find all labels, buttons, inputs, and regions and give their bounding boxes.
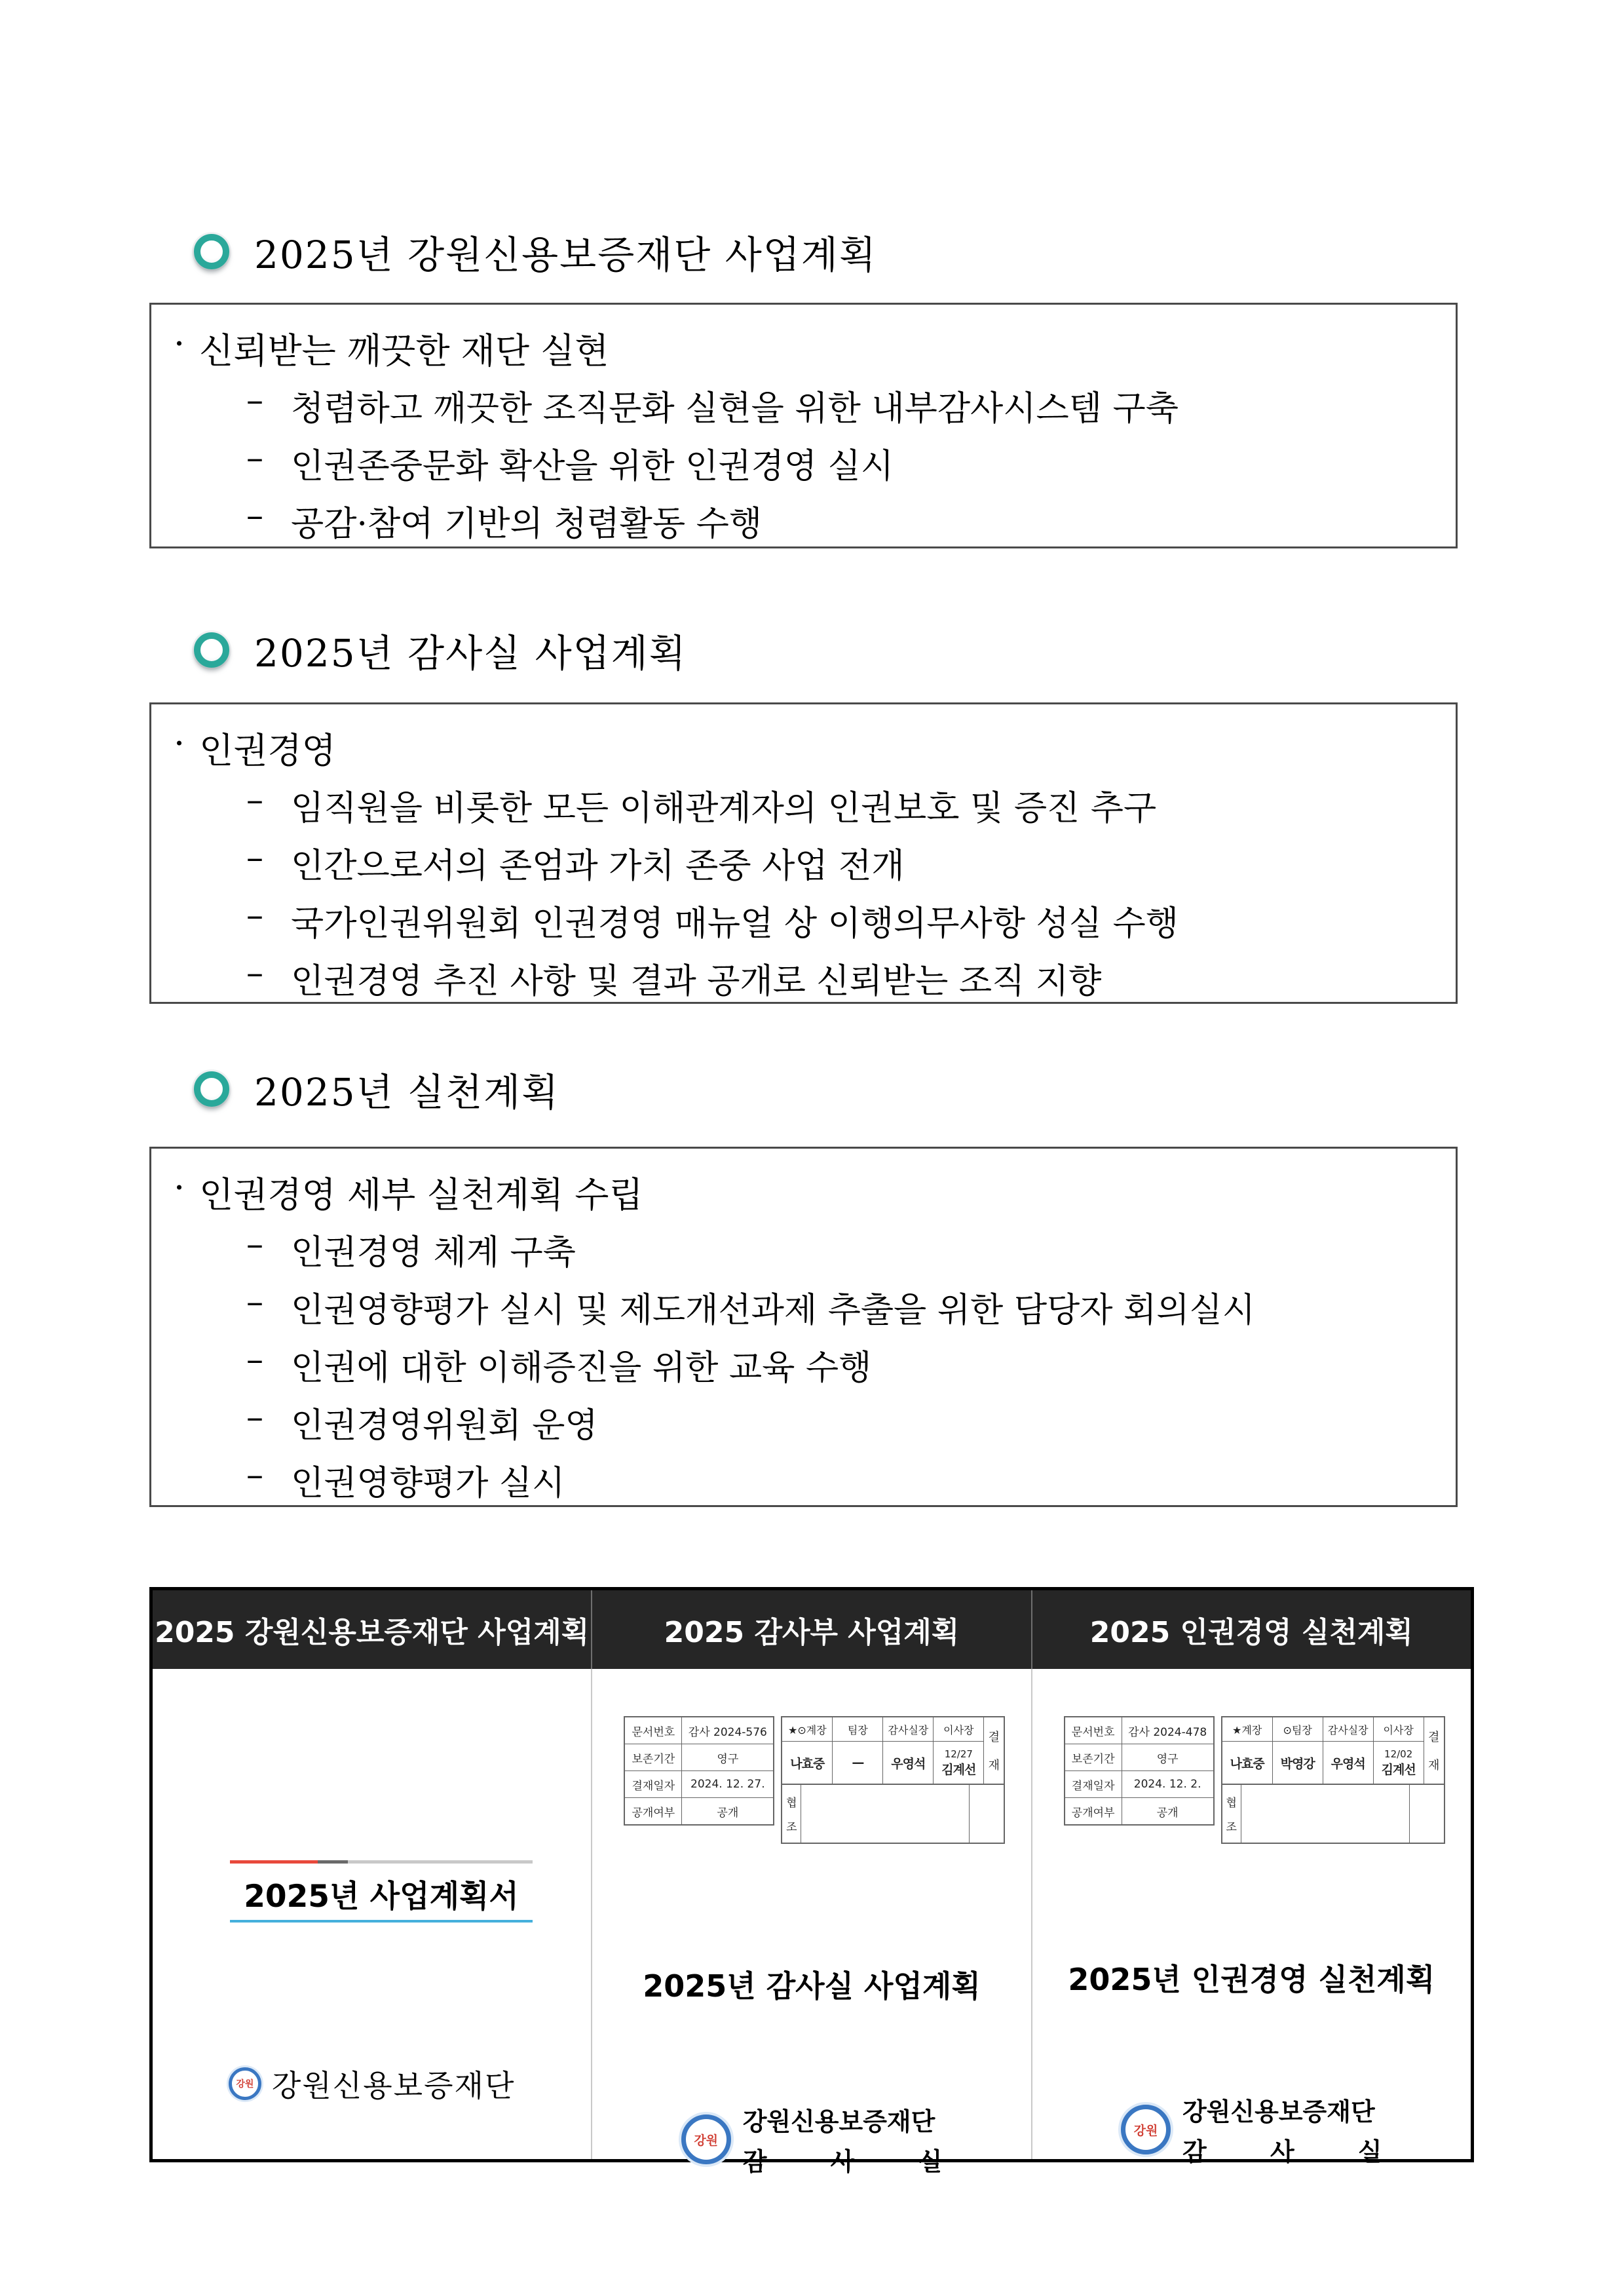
approval-label: 결 재 [1427,1731,1440,1772]
table-row [625,1717,773,1744]
bullet-text: 인권경영 추진 사항 및 결과 공개로 신뢰받는 조직 지향 [291,962,1102,1001]
section-1-heading-text: 2025년 강원신용보증재단 사업계획 [254,233,877,277]
row-value: 감사 2024-576 [688,1725,767,1739]
bullet-text: 청렴하고 깨끗한 조직문화 실현을 위한 내부감사시스템 구축 [291,389,1179,429]
dash-marker: – [246,1398,263,1437]
bullet-row [246,896,1179,945]
cover-title: 2025년 인권경영 실천계획 [1068,1962,1435,1997]
bullet-row [246,1282,1255,1331]
table-row [625,1771,773,1798]
signature: 우영석 [883,1742,934,1784]
signature-with-date [1374,1742,1424,1784]
bullet-text: 인권경영 체계 구축 [291,1233,576,1272]
approval-line-table [781,1716,1005,1844]
bullet-row [246,496,762,545]
section-2-box [149,702,1458,1004]
row-value: 2024. 12. 27. [690,1778,765,1791]
cover-bottom-rule [230,1920,533,1923]
org-name: 강원신용보증재단 [1182,2097,1375,2126]
row-label: 보존기간 [625,1744,682,1770]
gangwon-logo-icon: 강원 [681,2114,731,2164]
rule-light-segment [348,1860,533,1864]
approver-title: 이사장 [1374,1717,1424,1742]
bullet-text: 인간으로서의 존엄과 가치 존중 사업 전개 [291,847,905,886]
cooperation-label: 협 조 [782,1785,801,1843]
cover-top-rule [230,1860,533,1864]
dash-marker: – [246,896,263,935]
cover-title: 2025년 사업계획서 [244,1879,519,1915]
approver-title: 감사실장 [883,1717,934,1742]
cooperation-empty-cell [1241,1785,1410,1843]
org-name-lines [743,2101,943,2177]
row-label: 공개여부 [1065,1798,1122,1824]
row-value: 영구 [1156,1752,1179,1766]
cooperation-right-cell [970,1785,1004,1843]
signature: 나효중 [782,1742,833,1784]
bullet-text: 인권경영위원회 운영 [291,1406,598,1445]
rule-red-segment [230,1860,318,1864]
row-value: 감사 2024-478 [1128,1725,1207,1739]
dash-marker: – [246,496,263,535]
section-1-box [149,303,1458,548]
circle-bullet-icon [194,234,229,269]
row-label: 보존기간 [1065,1744,1122,1770]
dash-marker: – [246,1340,263,1379]
table-row [625,1744,773,1771]
bullet-row [246,953,1101,1003]
cooperation-right-cell [1410,1785,1444,1843]
bullet-row [246,838,905,887]
signature-with-date [934,1742,984,1784]
approval-tables [1064,1716,1445,1844]
dash-marker: – [246,780,263,820]
bullet-row [246,1398,598,1447]
section-3-heading-text: 2025년 실천계획 [254,1070,560,1115]
row-label: 결재일자 [1065,1771,1122,1797]
signature: 우영석 [1323,1742,1374,1784]
dash-marker: – [246,1225,263,1264]
gallery-header-col2: 2025 감사부 사업계획 [592,1590,1032,1669]
circle-bullet-icon [194,632,229,668]
org-dept: 감 사 실 [1182,2137,1382,2166]
bullet-row [246,381,1179,430]
approver-title: ★계장 [1222,1717,1273,1742]
approval-main [1221,1716,1445,1785]
table-row [1065,1798,1213,1824]
approver-title: 팀장 [833,1717,883,1742]
cover-foundation-plan [153,1669,592,2159]
dash-marker: – [246,953,263,993]
gallery-header-bar [153,1590,1471,1669]
org-signature-row [592,2101,1030,2177]
approval-main [781,1716,1005,1785]
org-signature-row [1032,2092,1471,2168]
row-value: 영구 [717,1752,739,1766]
bullet-text: 인권영향평가 실시 [291,1464,565,1503]
section-3-heading [194,1068,560,1115]
document-info-table [1064,1716,1215,1826]
gallery-header-col1: 2025 강원신용보증재단 사업계획 [153,1590,592,1669]
document-thumbnails-panel [149,1587,1474,2176]
bullet-text: 인권에 대한 이해증진을 위한 교육 수행 [291,1349,872,1388]
row-label: 문서번호 [625,1717,682,1744]
table-row [1065,1717,1213,1744]
section-3-box [149,1147,1458,1507]
row-label: 문서번호 [1065,1717,1122,1744]
dot-marker: · [174,723,185,764]
approval-date: 12/27 [944,1748,973,1760]
approval-tables [624,1716,1005,1844]
bullet-text: 국가인권위원회 인권경영 매뉴얼 상 이행의무사항 성실 수행 [291,904,1179,944]
bullet-row [246,438,894,488]
approval-label: 결 재 [988,1731,1000,1772]
org-name-lines [1182,2092,1382,2168]
bullet-row [246,1340,871,1389]
bullet-text: 임직원을 비롯한 모든 이해관계자의 인권보호 및 증진 추구 [291,789,1157,828]
gallery-header-col3: 2025 인권경영 실천계획 [1089,1616,1413,1649]
box-title-text: 인권경영 [199,730,336,771]
box-title-row [174,723,336,773]
section-2-heading [194,629,687,676]
cover-human-rights-plan [1032,1669,1471,2166]
approver-title: 감사실장 [1323,1717,1374,1742]
row-value: 2024. 12. 2. [1133,1778,1201,1791]
table-row [1065,1771,1213,1798]
section-2-heading-text: 2025년 감사실 사업계획 [254,631,687,676]
gangwon-logo-icon: 강원 [229,2067,261,2100]
box-title-text: 인권경영 세부 실천계획 수립 [199,1174,643,1215]
approval-line-table [1221,1716,1445,1844]
cooperation-empty-cell [801,1785,970,1843]
dash-marker: – [246,1455,263,1495]
dash-marker: – [246,1282,263,1322]
bullet-text: 인권영향평가 실시 및 제도개선과제 추출을 위한 담당자 회의실시 [291,1291,1255,1330]
box-title-row [174,1167,643,1217]
circle-bullet-icon [194,1071,229,1107]
gallery-body [153,1669,1471,2176]
row-label: 결재일자 [625,1771,682,1797]
box-title-row [174,323,609,373]
approval-date: 12/02 [1384,1748,1413,1760]
signature: 김계선 [941,1762,976,1777]
dash-marker: – [246,838,263,877]
cover-title: 2025년 감사실 사업계획 [643,1968,981,2004]
cooperation-row [1221,1785,1445,1844]
org-signature-row [153,2062,591,2105]
bullet-text: 인권존중문화 확산을 위한 인권경영 실시 [291,447,894,486]
row-value: 공개 [717,1806,739,1820]
approval-grid [1222,1717,1424,1784]
bullet-row [246,1225,576,1274]
dot-marker: · [174,323,185,364]
approver-title: ⊙팀장 [1273,1717,1323,1742]
cooperation-label: 협 조 [1222,1785,1241,1843]
cooperation-row [781,1785,1005,1844]
gangwon-logo-icon: 강원 [1121,2105,1171,2154]
box-title-text: 신뢰받는 깨끗한 재단 실현 [199,330,609,372]
dot-marker: · [174,1167,185,1208]
bullet-row [246,780,1156,830]
document-info-table [624,1716,774,1826]
approval-grid [782,1717,984,1784]
table-row [625,1798,773,1824]
approver-title: 이사장 [934,1717,984,1742]
org-dept: 감 사 실 [742,2147,943,2176]
org-name: 강원신용보증재단 [271,2068,516,2103]
row-value: 공개 [1156,1806,1179,1820]
table-row [1065,1744,1213,1771]
signature: — [833,1742,883,1784]
dash-marker: – [246,438,263,478]
approver-title: ★⊙계장 [782,1717,833,1742]
signature: 나효중 [1222,1742,1273,1784]
bullet-text: 공감·참여 기반의 청렴활동 수행 [291,505,763,544]
section-1-heading [194,231,877,277]
dash-marker: – [246,381,263,420]
signature: 박영강 [1273,1742,1323,1784]
bullet-row [246,1455,565,1504]
org-name: 강원신용보증재단 [742,2107,935,2136]
signature: 김계선 [1381,1762,1416,1777]
row-label: 공개여부 [625,1798,682,1824]
rule-dark-segment [318,1860,348,1864]
cover-audit-plan [592,1669,1032,2176]
